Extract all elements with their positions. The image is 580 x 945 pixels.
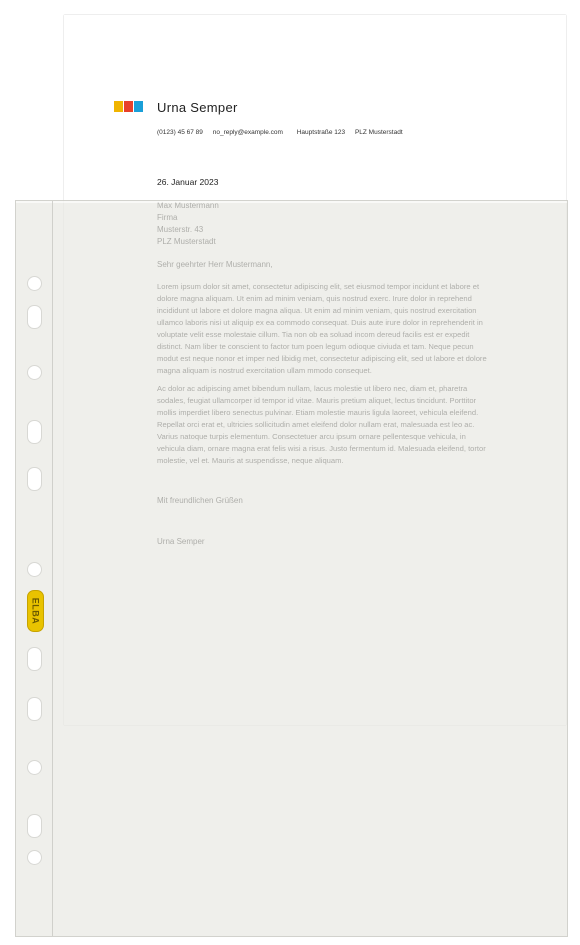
punch-hole — [27, 697, 42, 721]
punch-hole — [27, 647, 42, 671]
sender-name: Urna Semper — [157, 100, 238, 115]
punch-hole — [27, 276, 42, 291]
logo-square-yellow — [114, 101, 123, 112]
punch-hole — [27, 467, 42, 491]
punch-hole — [27, 562, 42, 577]
brand-logo — [27, 590, 44, 632]
punch-hole — [27, 850, 42, 865]
pocket-weld-line — [52, 201, 53, 936]
pocket-opening-edge — [16, 201, 567, 203]
logo-square-red — [124, 101, 133, 112]
sender-street: Hauptstraße 123 — [296, 129, 346, 136]
brand-label: ELBA — [30, 597, 41, 625]
letter-date: 26. Januar 2023 — [157, 177, 219, 187]
sender-email: no_reply@example.com — [212, 129, 283, 136]
sender-phone: (0123) 45 67 89 — [157, 129, 203, 136]
punch-hole — [27, 814, 42, 838]
punch-hole — [27, 420, 42, 444]
sender-contact — [157, 129, 411, 136]
logo-square-blue — [134, 101, 143, 112]
punch-hole — [27, 760, 42, 775]
logo-squares — [114, 101, 143, 112]
punch-hole — [27, 365, 42, 380]
punch-hole — [27, 305, 42, 329]
punched-pocket — [15, 200, 568, 937]
sender-city: PLZ Musterstadt — [354, 129, 403, 136]
